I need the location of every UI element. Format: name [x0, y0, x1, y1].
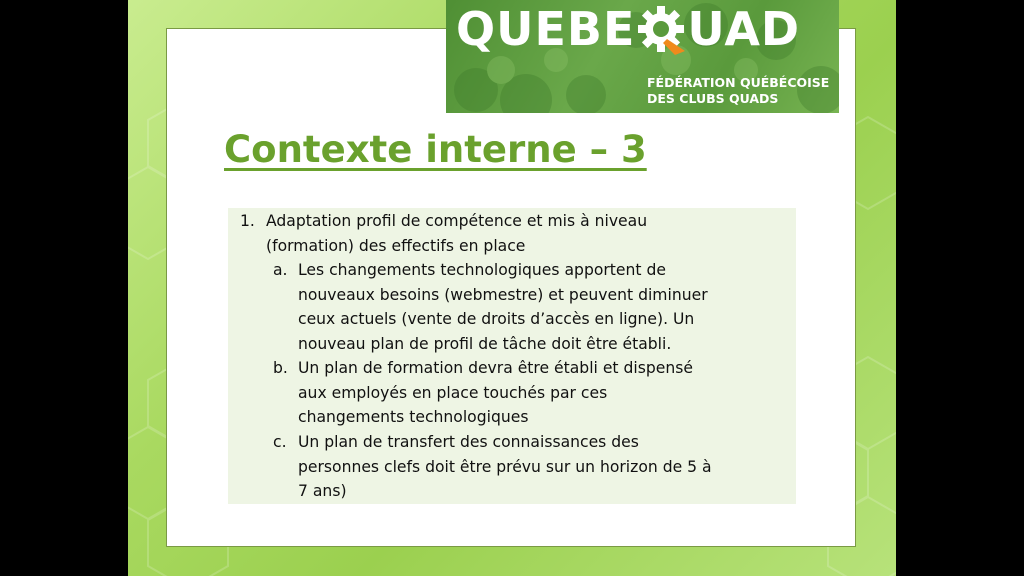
sub-item-line: ceux actuels (vente de droits d’accès en ligne). Un — [298, 310, 695, 328]
sub-item-text — [298, 356, 788, 430]
sub-item-letter: c. — [273, 433, 287, 451]
logo-wordmark — [456, 2, 800, 56]
sub-item-line: changements technologiques — [298, 408, 529, 426]
slide-title: Contexte interne – 3 — [224, 128, 647, 171]
sub-item-text — [298, 430, 788, 504]
list-item-line: (formation) des effectifs en place — [266, 236, 526, 255]
sub-item-line: 7 ans) — [298, 482, 347, 500]
list-number: 1. — [240, 212, 255, 230]
logo-subtitle-line2: DES CLUBS QUADS — [647, 91, 779, 106]
slide — [128, 0, 896, 576]
logo-word-left: QUEBE — [456, 2, 636, 56]
logo-subtitle — [647, 75, 829, 107]
logo-subtitle-line1: FÉDÉRATION QUÉBÉCOISE — [647, 75, 830, 90]
sub-item-text — [298, 258, 788, 356]
list-item-text — [266, 209, 786, 258]
list-item-line: Adaptation profil de compétence et mis à niveau — [266, 212, 648, 230]
content-box — [228, 208, 796, 504]
sub-item-line: personnes clefs doit être prévu sur un horizon de 5 à — [298, 457, 712, 476]
quebecquad-logo — [446, 0, 839, 113]
gear-q-icon — [636, 2, 686, 56]
sub-item-line: Un plan de formation devra être établi et dispensé — [298, 359, 693, 377]
logo-word-right: UAD — [687, 2, 801, 56]
sub-item-line: Un plan de transfert des connaissances des — [298, 433, 639, 451]
sub-item-line: aux employés en place touchés par ces — [298, 383, 608, 402]
sub-item-letter: a. — [273, 261, 288, 279]
sub-item-letter: b. — [273, 359, 288, 377]
sub-item-line: nouveau plan de profil de tâche doit être établi. — [298, 334, 672, 353]
sub-item-line: nouveaux besoins (webmestre) et peuvent diminuer — [298, 285, 708, 304]
sub-item-line: Les changements technologiques apportent de — [298, 261, 666, 279]
